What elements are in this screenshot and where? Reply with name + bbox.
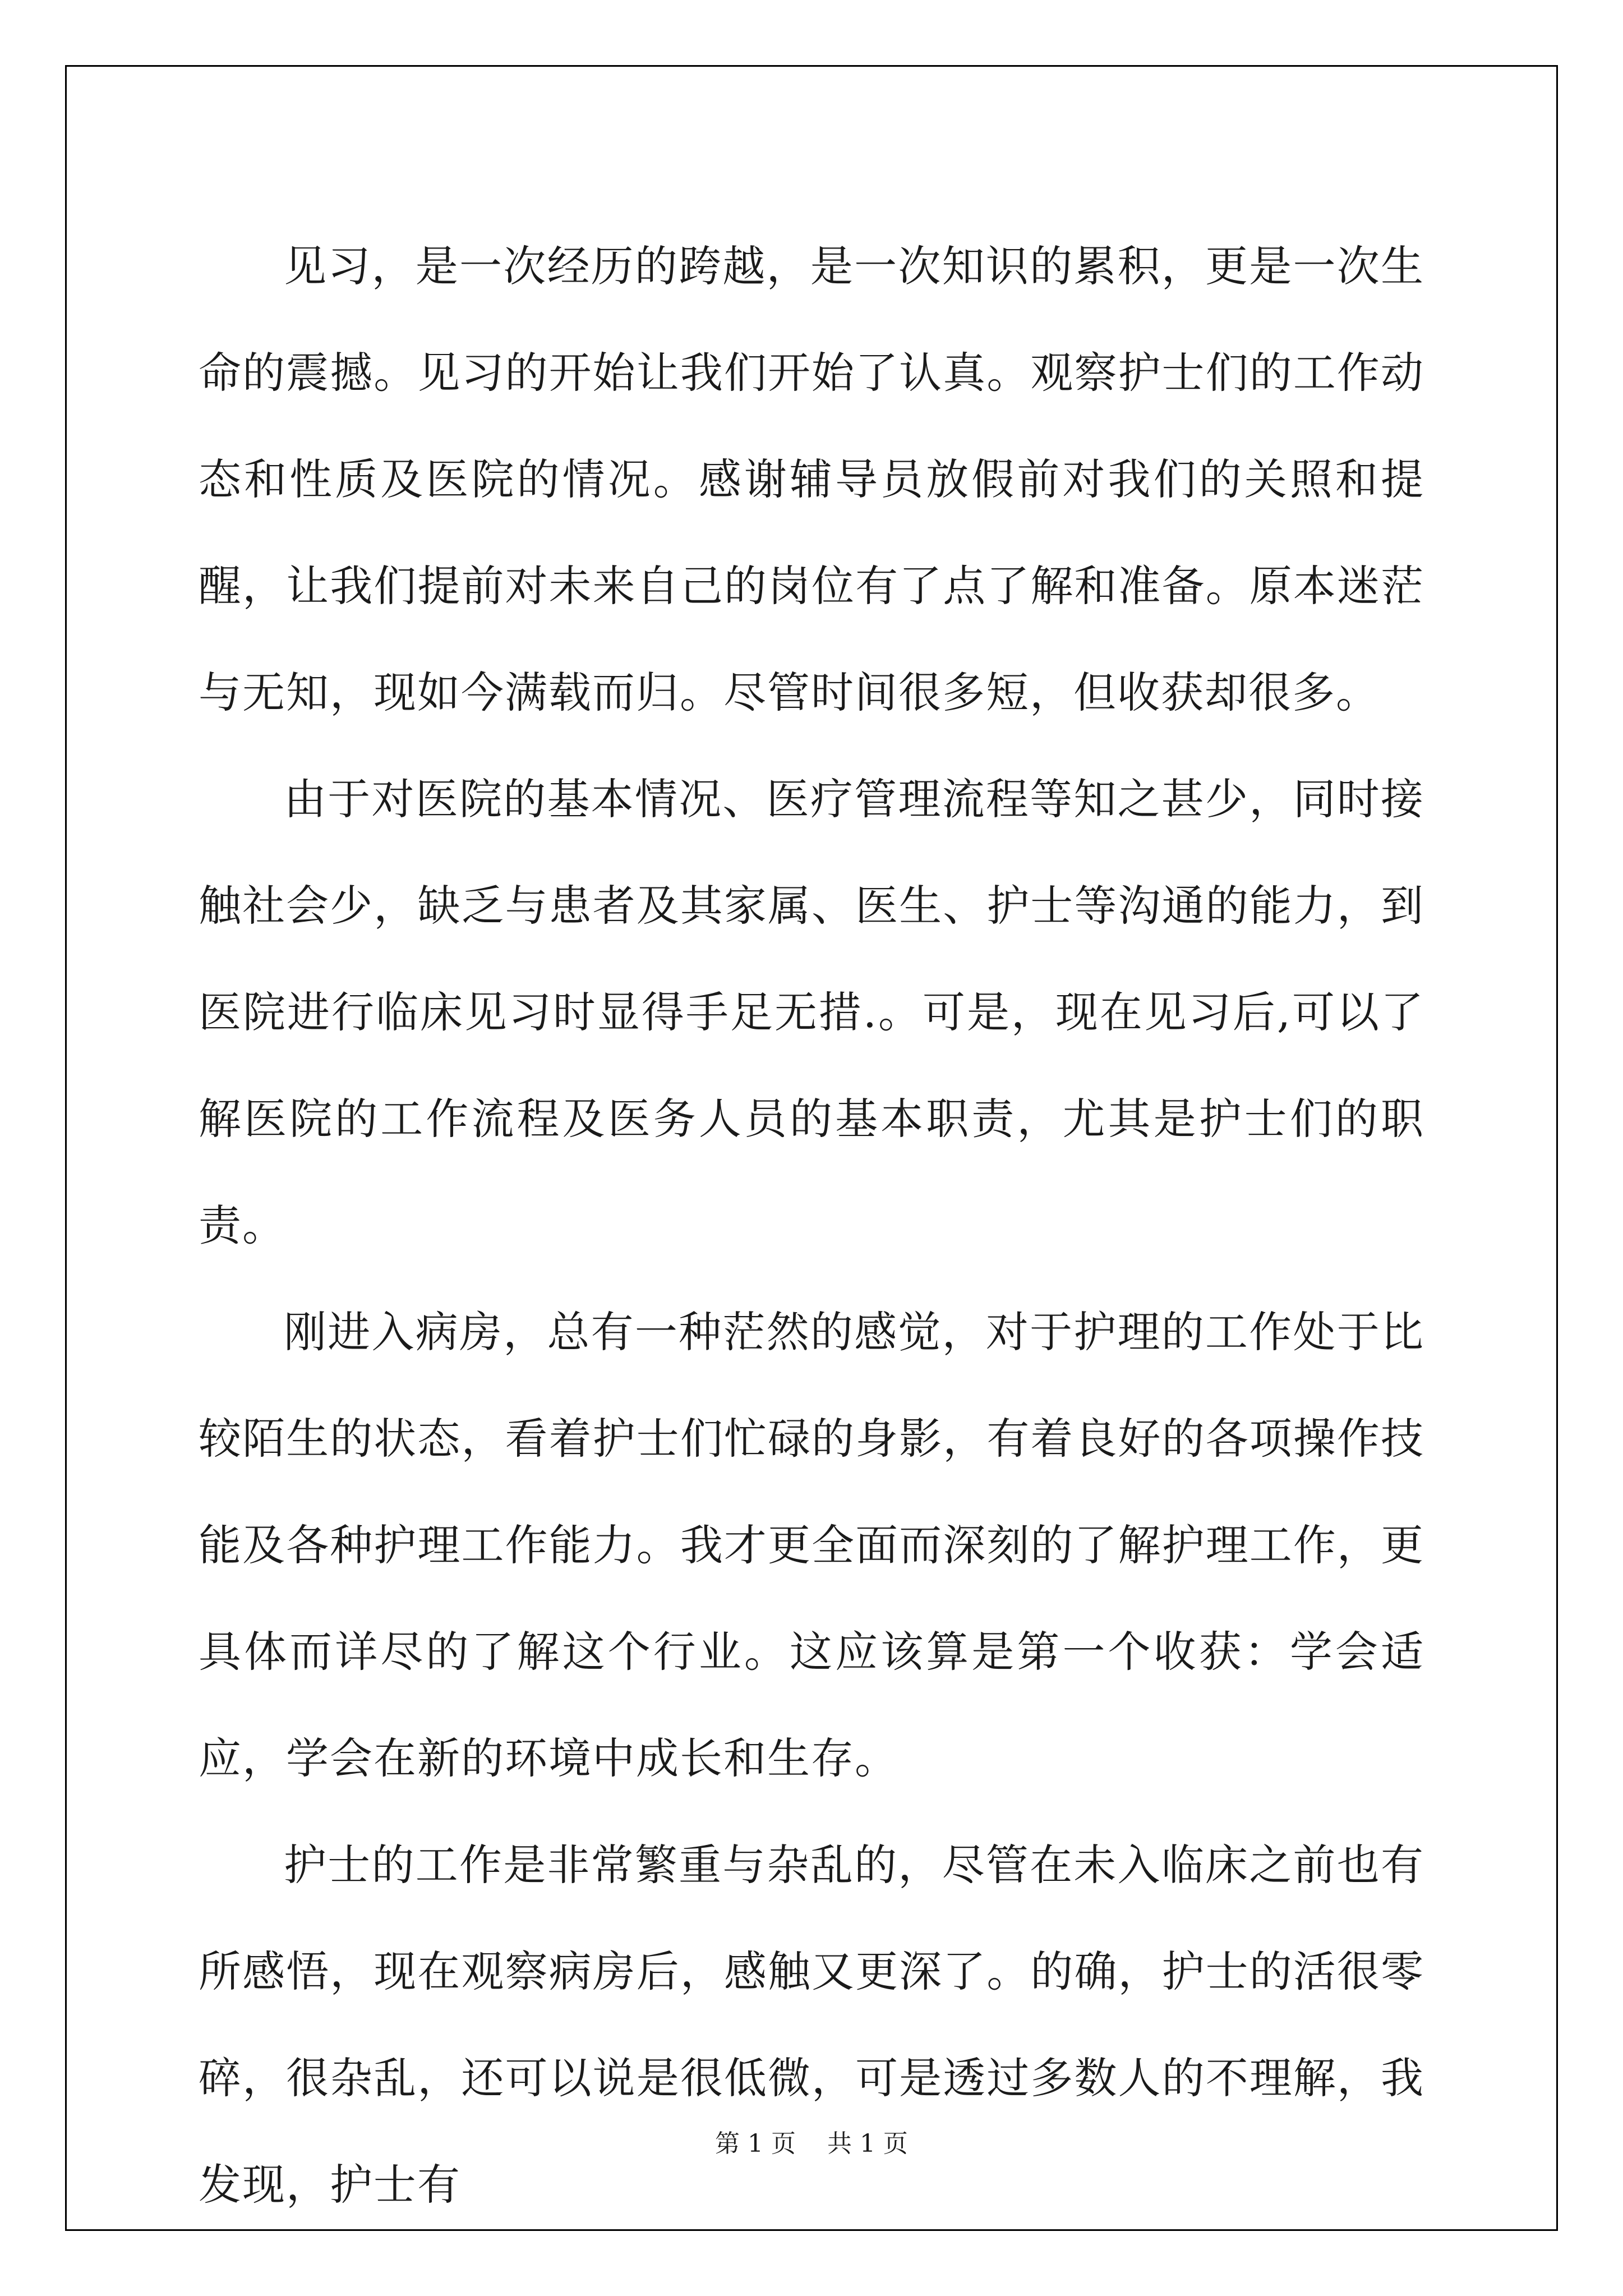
paragraph-2: 由于对医院的基本情况、医疗管理流程等知之甚少，同时接触社会少，缺乏与患者及其家属、医生、护士等沟通的能力，到医院进行临床见习时显得手足无措.。可是，现在见习后,可以了解医院的工作流程及医务人员的基本职责，尤其是护士们的职责。 <box>199 774 1424 1250</box>
paragraph-1: 见习，是一次经历的跨越，是一次知识的累积，更是一次生命的震撼。见习的开始让我们开始了认真。观察护士们的工作动态和性质及医院的情况。感谢辅导员放假前对我们的关照和提醒，让我们提前对未来自己的岗位有了点了解和准备。原本迷茫与无知，现如今满载而归。尽管时间很多短，但收获却很多。 <box>199 241 1424 717</box>
page-footer: 第 1 页 共 1 页 <box>715 2129 908 2158</box>
paragraph-3: 刚进入病房，总有一种茫然的感觉，对于护理的工作处于比较陌生的状态，看着护士们忙碌的身影，有着良好的各项操作技能及各种护理工作能力。我才更全面而深刻的了解护理工作，更具体而详尽的了解这个行业。这应该算是第一个收获：学会适应，学会在新的环境中成长和生存。 <box>199 1307 1424 1783</box>
paragraph-4: 护士的工作是非常繁重与杂乱的，尽管在未入临床之前也有所感悟，现在观察病房后，感触又更深了。的确，护士的活很零碎，很杂乱，还可以说是很低微，可是透过多数人的不理解，我发现，护士有 <box>199 1840 1424 2210</box>
document-body <box>199 213 1424 2238</box>
